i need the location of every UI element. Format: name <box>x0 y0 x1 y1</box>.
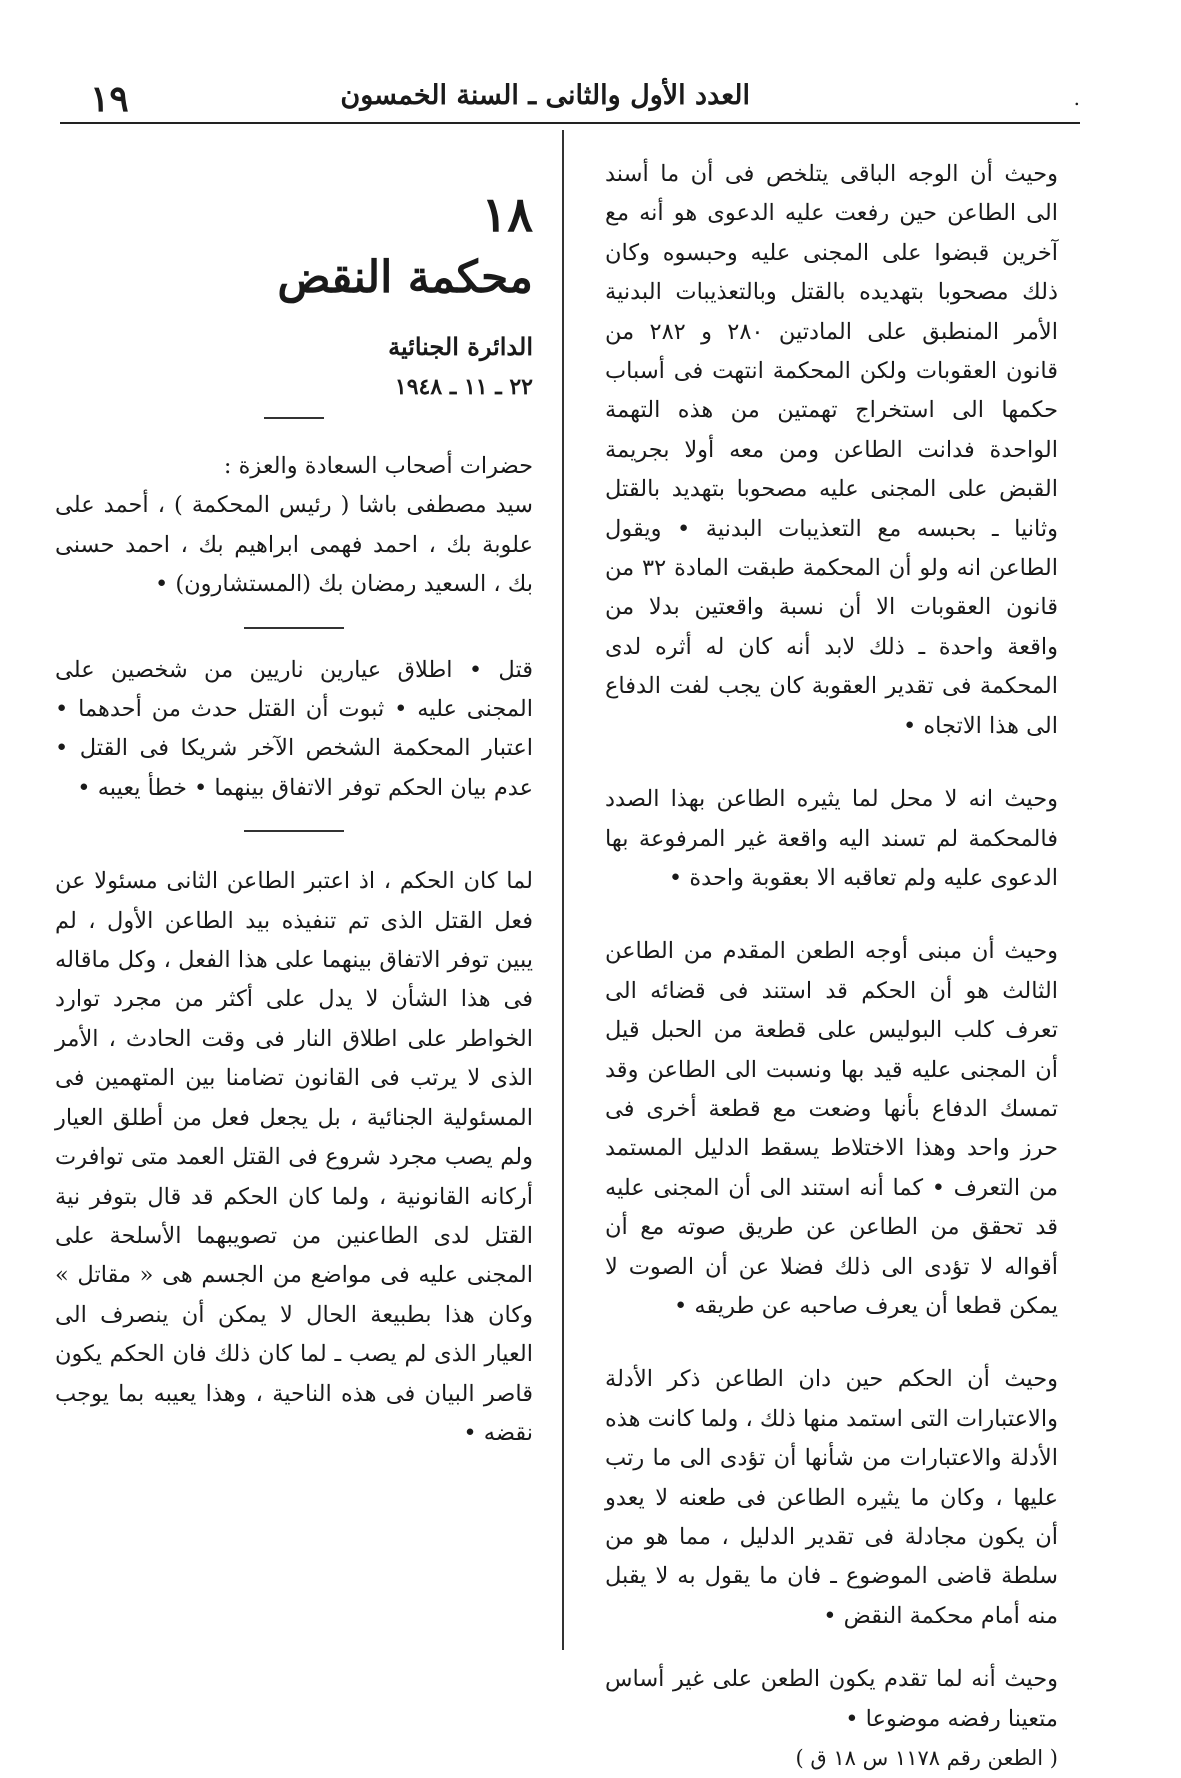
page-header <box>60 72 1080 124</box>
circuit-name: الدائرة الجنائية <box>388 332 533 361</box>
judgment-date: ٢٢ ـ ١١ ـ ١٩٤٨ <box>394 374 533 400</box>
right-column <box>605 155 1058 1778</box>
running-title: العدد الأول والثانى ـ السنة الخمسون <box>340 80 750 111</box>
page-number: ١٩ <box>90 78 129 120</box>
left-column <box>55 185 533 1453</box>
paragraph: وحيث انه لا محل لما يثيره الطاعن بهذا الصدد فالمحكمة لم تسند اليه واقعة غير المرفوعة بها الدعوى عليه ولم تعاقبه الا بعقوبة واحدة • <box>605 786 1058 891</box>
case-number: ١٨ <box>481 187 533 243</box>
header-dot: . <box>1073 86 1080 110</box>
court-name: محكمة النقض <box>277 252 533 303</box>
case-summary: قتل • اطلاق عيارين ناريين من شخصين على المجنى عليه • ثبوت أن القتل حدث من أحدهما • اعتبار المحكمة الشخص الآخر شريكا فى القتل • عدم بيان الحكم توفر الاتفاق بينهما • خطأ يعيبه • <box>55 656 533 801</box>
paragraph: وحيث أنه لما تقدم يكون الطعن على غير أساس متعينا رفضه موضوعا • <box>605 1666 1058 1732</box>
divider <box>264 417 324 419</box>
paragraph: وحيث أن الوجه الباقى يتلخص فى أن ما أسند الى الطاعن حين رفعت عليه الدعوى هو أنه مع آخرين قبضوا على المجنى عليه وحبسوه وكان ذلك مصحوبا بتهديده بالقتل وبالتعذيبات البدنية الأمر المنطبق على المادتين ٢٨٠ و ٢٨٢ من قانون العقوبات ولكن المحكمة انتهت فى أسباب حكمها الى استخراج تهمتين من هذه التهمة الواحدة فدانت الطاعن ومن معه أولا بجريمة القبض على المجنى عليه مصحوبا بتهديد بالقتل وثانيا ـ بحبسه مع التعذيبات البدنية • ويقول الطاعن انه ولو أن المحكمة طبقت المادة ٣٢ من قانون العقوبات الا أن نسبة واقعتين بدلا من واقعة واحدة ـ ذلك لابد أنه كان له أثره لدى المحكمة فى تقدير العقوبة كان يجب لفت الدفاع الى هذا الاتجاه • <box>605 161 1059 739</box>
case-citation: ( الطعن رقم ١١٧٨ س ١٨ ق ) <box>795 1746 1058 1771</box>
judgment-body: لما كان الحكم ، اذ اعتبر الطاعن الثانى مسئولا عن فعل القتل الذى تم تنفيذه بيد الطاعن الأول ، لم يبين توفر الاتفاق بينهما على هذا الفعل ، وكل ماقاله فى هذا الشأن لا يدل على أكثر من مجرد توارد الخواطر على اطلاق النار فى وقت الحادث ، الأمر الذى لا يرتب فى القانون تضامنا بين المتهمين فى المسئولية الجنائية ، بل يجعل فعل من أطلق العيار ولم يصب مجرد شروع فى القتل العمد متى توافرت أركانه القانونية ، ولما كان الحكم قد قال بتوفر نية القتل لدى الطاعنين من تصويبهما الأسلحة على المجنى عليه فى مواضع من الجسم هى « مقاتل » وكان هذا بطبيعة الحال لا يمكن أن ينصرف الى العيار الذى لم يصب ـ لما كان ذلك فان الحكم يكون قاصر البيان فى هذه الناحية ، وهذا يعيبه بما يوجب نقضه • <box>55 868 533 1446</box>
session-title: حضرات أصحاب السعادة والعزة : <box>223 453 533 479</box>
divider <box>244 627 344 629</box>
paragraph: وحيث أن الحكم حين دان الطاعن ذكر الأدلة والاعتبارات التى استمد منها ذلك ، ولما كانت هذه الأدلة والاعتبارات من شأنها أن تؤدى الى ما رتب عليها ، وكان ما يثيره الطاعن فى طعنه لا يعدو أن يكون مجادلة فى تقدير الدليل ، مما هو من سلطة قاضى الموضوع ـ فان ما يقول به لا يقبل منه أمام محكمة النقض • <box>605 1366 1058 1629</box>
paragraph: وحيث أن مبنى أوجه الطعن المقدم من الطاعن الثالث هو أن الحكم قد استند فى قضائه الى تعرف كلب البوليس على قطعة من الحبل قيل أن المجنى عليه قيد بها ونسبت الى الطاعن وقد تمسك الدفاع بأنها وضعت مع قطعة أخرى فى حرز واحد وهذا الاختلاط يسقط الدليل المستمد من التعرف • كما أنه استند الى أن المجنى عليه قد تحقق من الطاعن عن طريق صوته مع أن أقواله لا تؤدى الى ذلك فضلا عن أن الصوت لا يمكن قطعا أن يعرف صاحبه عن طريقه • <box>605 938 1058 1319</box>
column-divider <box>562 130 564 1650</box>
divider <box>244 830 344 832</box>
judges-list: سيد مصطفى باشا ( رئيس المحكمة ) ، أحمد على علوبة بك ، احمد فهمى ابراهيم بك ، احمد حسنى بك ، السعيد رمضان بك (المستشارون) • <box>55 492 533 598</box>
